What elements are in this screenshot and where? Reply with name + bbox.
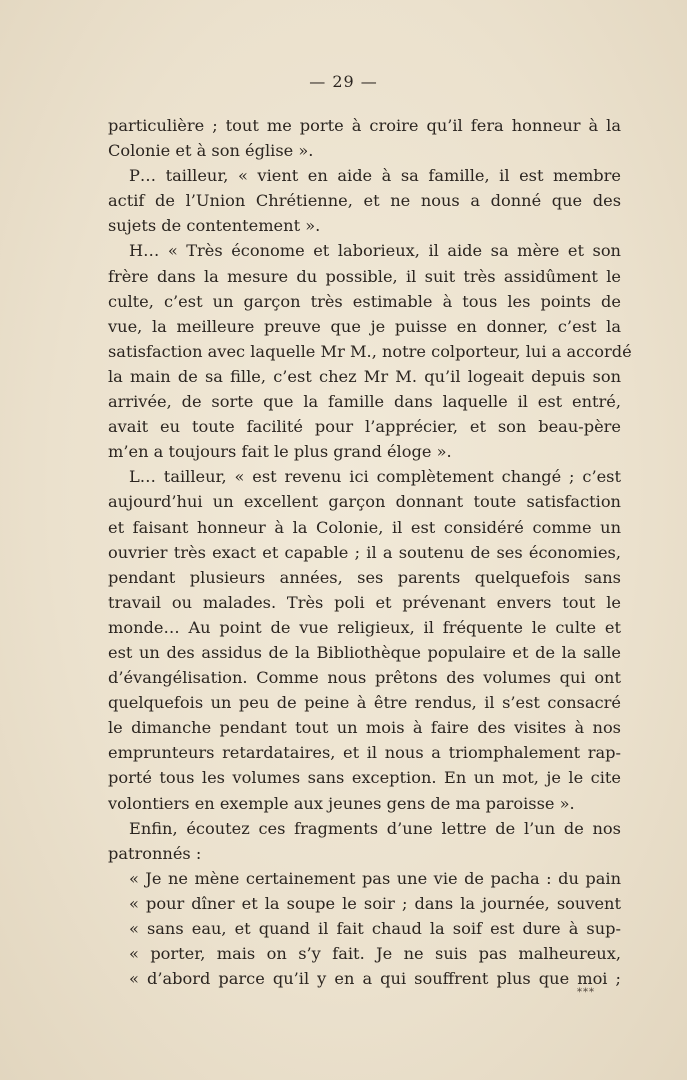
text-line: « d’abord parce qu’il y en a qui souffrent plus que moi ; — [129, 969, 621, 989]
text-line: porté tous les volumes sans exception. En un mot, je le cite — [108, 768, 621, 788]
text-line: satisfaction avec laquelle Mr M., notre colporteur, lui a accordé — [108, 341, 632, 361]
text-line: et faisant honneur à la Colonie, il est considéré comme un — [108, 517, 621, 537]
text-line: L… tailleur, « est revenu ici complètement changé ; c’est — [129, 467, 621, 487]
signature-mark: *** — [577, 987, 595, 998]
text-line: culte, c’est un garçon très estimable à tous les points de — [108, 291, 621, 311]
text-line: patronnés : — [108, 843, 202, 863]
text-line: Enfin, écoutez ces fragments d’une lettre de l’un de nos — [129, 818, 621, 838]
text-line: m’en a toujours fait le plus grand éloge ». — [108, 442, 452, 462]
text-line: le dimanche pendant tout un mois à faire des visites à nos — [108, 718, 621, 738]
text-line: P… tailleur, « vient en aide à sa famille, il est membre — [129, 166, 621, 186]
text-line: « sans eau, et quand il fait chaud la soif est dure à sup- — [129, 919, 621, 938]
text-line: vue, la meilleure preuve que je puisse en donner, c’est la — [108, 316, 621, 336]
text-line: « Je ne mène certainement pas une vie de pacha : du pain — [129, 868, 621, 888]
text-line: particulière ; tout me porte à croire qu’il fera honneur à la — [108, 116, 621, 135]
text-line: quelquefois un peu de peine à être rendus, il s’est consacré — [108, 693, 621, 713]
body-text — [108, 113, 632, 991]
text-line: emprunteurs retardataires, et il nous a triomphalement rap- — [108, 743, 621, 763]
text-line: volontiers en exemple aux jeunes gens de ma paroisse ». — [108, 793, 575, 813]
text-line: Colonie et à son église ». — [108, 141, 314, 161]
text-line: travail ou malades. Très poli et prévenant envers tout le — [108, 592, 621, 612]
text-line: ouvrier très exact et capable ; il a soutenu de ses économies, — [108, 542, 621, 562]
text-line: arrivée, de sorte que la famille dans laquelle il est entré, — [108, 392, 621, 412]
text-line: frère dans la mesure du possible, il suit très assidûment le — [108, 266, 621, 286]
text-line: « porter, mais on s’y fait. Je ne suis pas malheureux, — [129, 944, 621, 964]
text-line: est un des assidus de la Bibliothèque populaire et de la salle — [108, 642, 621, 662]
text-line: sujets de contentement ». — [108, 216, 321, 236]
text-line: monde… Au point de vue religieux, il fréquente le culte et — [108, 617, 621, 637]
text-line: d’évangélisation. Comme nous prêtons des volumes qui ont — [108, 668, 621, 688]
text-line: actif de l’Union Chrétienne, et ne nous a donné que des — [108, 191, 621, 211]
text-line: pendant plusieurs années, ses parents quelquefois sans — [108, 567, 621, 587]
text-line: « pour dîner et la soupe le soir ; dans la journée, souvent — [129, 893, 621, 913]
text-line: la main de sa fille, c’est chez Mr M. qu’il logeait depuis son — [108, 366, 621, 386]
text-line: avait eu toute facilité pour l’apprécier, et son beau-père — [108, 417, 621, 437]
text-line: H… « Très économe et laborieux, il aide sa mère et son — [129, 241, 621, 261]
page-number: — 29 — — [309, 72, 378, 91]
text-line: aujourd’hui un excellent garçon donnant toute satisfaction — [108, 492, 621, 512]
